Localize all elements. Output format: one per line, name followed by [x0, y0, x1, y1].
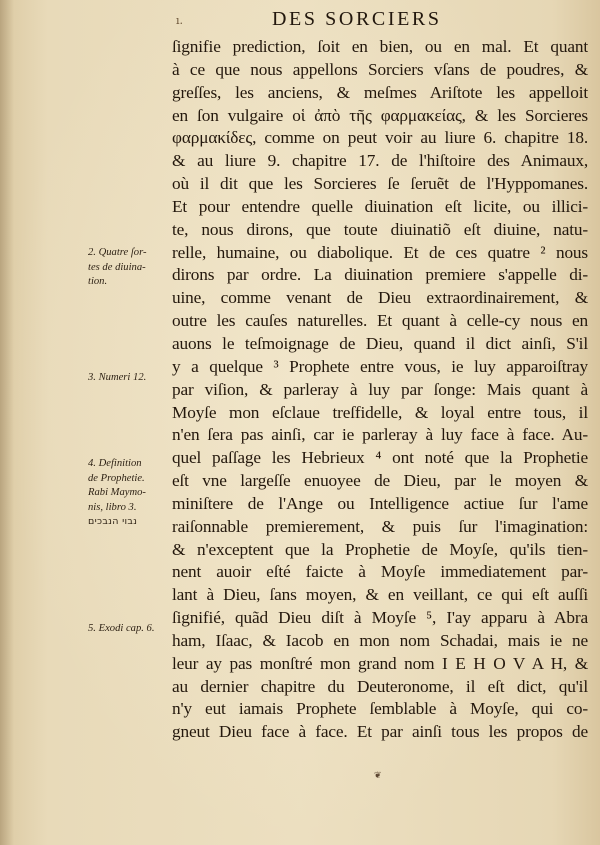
margin-note-line: tion.: [88, 276, 108, 288]
text-line: ham, Iſaac, & Iacob en mon nom Schadai, mais ie ne: [172, 630, 588, 650]
margin-note-line: nis, libro 3.: [88, 501, 137, 513]
margin-note-quatre-sortes: [88, 246, 172, 290]
text-line: lant à Dieu, ſans moyen, & en veillant, ce qui eſt auſſi: [172, 585, 588, 605]
text-line: te, nous dirons, que toute diuinatiõ eſt diuine, natu-: [172, 219, 588, 239]
text-line: outre les cauſes naturelles. Et quant à celle-cy nous en: [172, 311, 588, 331]
margin-note-line: Rabi Maymo-: [88, 487, 146, 499]
margin-note-line: 4. Definition: [88, 458, 142, 469]
text-line: auons le teſmoignage de Dieu, quand il dict ainſi, S'il: [172, 333, 588, 353]
margin-note-line: 5. Exodi cap. 6.: [88, 623, 155, 634]
margin-note-exodi: [88, 622, 172, 637]
margin-note-line: 3. Numeri 12.: [88, 372, 147, 383]
text-line: relle, humaine, ou diabolique. Et de ces quatre ² nous: [172, 242, 588, 262]
text-line: y a quelque ³ Prophete entre vous, ie luy apparoiſtray: [172, 356, 588, 376]
text-line: Moyſe mon eſclaue treſfidelle, & loyal entre tous, il: [172, 402, 588, 422]
margin-note-numeri: [88, 371, 172, 386]
margin-note-definition-prophetie: [88, 457, 172, 530]
text-line: leur ay pas monſtré mon grand nom I E H O V A H, &: [172, 653, 588, 673]
text-line: & n'exceptent que la Prophetie de Moyſe, qu'ils tien-: [172, 539, 588, 559]
margin-note-hebrew: נבוי הנבכים: [88, 516, 138, 528]
text-line: par viſion, & parleray à luy par ſonge: Mais quant à: [172, 379, 588, 399]
gutter-shadow: [0, 0, 14, 845]
text-line: ſignifié, quãd Dieu diſt à Moyſe ⁵, I'ay apparu à Abra: [172, 608, 588, 628]
main-text-block: [172, 36, 588, 744]
ornament-mark: ❦: [374, 771, 382, 781]
text-line: greſſes, les anciens, & meſmes Ariſtote les appelloit: [172, 82, 588, 102]
running-head: DES SORCIERS: [272, 8, 442, 30]
text-line: où il dit que les Sorcieres ſe ſeruẽt de l'Hyppomanes.: [172, 174, 588, 194]
text-line: au dernier chapitre du Deuteronome, il eſt dict, qu'il: [172, 676, 588, 696]
text-line: dirons par ordre. La diuination premiere s'appelle di-: [172, 265, 588, 285]
text-line: raiſonnable premierement, & puis ſur l'imagination:: [172, 516, 588, 536]
corner-mark: ı.: [176, 14, 184, 27]
text-line: & au liure 9. chapitre 17. de l'hiſtoire des Animaux,: [172, 151, 588, 171]
text-line: nent auoir eſté faicte à Moyſe immediatement par-: [172, 562, 588, 582]
text-line: gneut Dieu face à face. Et par ainſi tous les propos de: [172, 722, 588, 742]
text-line: Et pour entendre quelle diuination eſt licite, ou illici-: [172, 196, 588, 216]
text-line: eſt vne largeſſe enuoyee de Dieu, par le moyen &: [172, 471, 588, 491]
margin-note-line: de Prophetie.: [88, 472, 145, 484]
text-line: ſignifie prediction, ſoit en bien, ou en mal. Et quant: [172, 37, 588, 56]
text-line: n'y eut iamais Prophete ſemblable à Moyſe, qui co-: [172, 699, 588, 719]
text-line: uine, comme venant de Dieu extraordinairement, &: [172, 288, 588, 308]
text-line: à ce que nous appellons Sorciers vſans de poudres, &: [172, 59, 588, 79]
text-line: en ſon vulgaire οἱ ἀπὸ τῆς φαρμακείας, & les Sorcieres: [172, 105, 588, 125]
margin-note-line: tes de diuina-: [88, 261, 146, 273]
text-line: quel paſſage les Hebrieux ⁴ ont noté que la Prophetie: [172, 448, 588, 468]
text-line: n'en ſera pas ainſi, car ie parleray à luy face à face. Au-: [172, 425, 588, 445]
margin-note-line: 2. Quatre ſor-: [88, 247, 147, 258]
text-line: miniſtere de l'Ange ou Intelligence actiue ſur l'ame: [172, 493, 588, 513]
text-line: φαρμακίδες, comme on peut voir au liure 6. chapitre 18.: [172, 128, 588, 148]
